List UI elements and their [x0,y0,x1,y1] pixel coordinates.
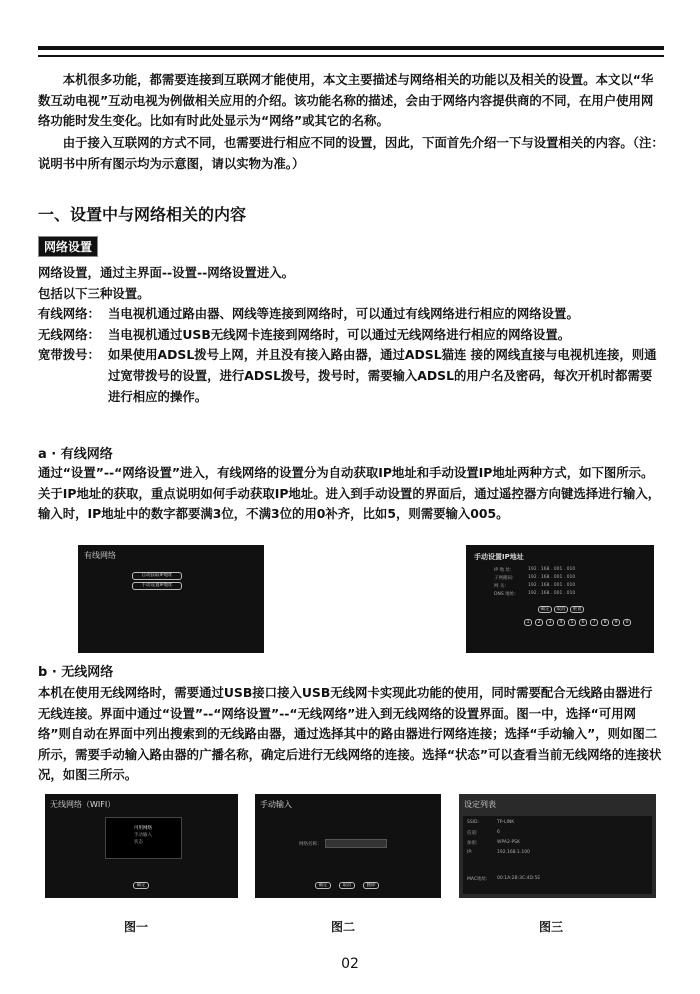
row-label: 加密: [467,841,478,846]
settings-table [463,816,652,894]
keypad-key[interactable]: 0 [623,619,631,626]
network-name-label: 网络名称： [299,842,322,847]
number-keypad [524,619,631,626]
screen-title: 有线网络 [84,551,116,560]
screen-title: 手动设置IP地址 [474,553,524,561]
caption-fig2: 图二 [331,920,356,934]
wifi-menu-panel [105,817,182,859]
caption-fig3: 图三 [539,920,564,934]
manual-ip-button[interactable]: 手动设置IP地址 [132,582,182,590]
keypad-key[interactable]: 1 [524,619,532,626]
wireless-title: b · 无线网络 [38,665,114,680]
row-value: 6 [497,830,500,835]
keypad-key[interactable]: 6 [579,619,587,626]
reset-button[interactable]: 重置 [570,606,584,613]
def-wired: 当电视机通过路由器、网线等连接到网络时，可以通过有线网络进行相应的网络设置。 [108,306,579,322]
ip-label: IP 地 址: [494,568,512,573]
intro-paragraph-2: 由于接入互联网的方式不同，也需要进行相应不同的设置，因此，下面首先介绍一下与设置相关的内容。（注：说明书中所有图示均为示意图，请以实物为准。） [38,135,664,171]
row-label: 信道: [467,831,478,836]
cancel-button[interactable]: 取消 [554,606,568,613]
confirm-button[interactable]: 确定 [133,882,149,889]
list-item [38,304,664,325]
dns-label: DNS 地址: [494,592,516,597]
page-number: 02 [341,956,359,972]
row-value: WPA2-PSK [497,840,520,845]
keypad-key[interactable]: 3 [546,619,554,626]
network-name-input[interactable] [325,839,387,848]
cancel-button[interactable]: 取消 [339,882,355,889]
keypad-key[interactable]: 7 [590,619,598,626]
mask-value[interactable]: 192 . 168 . 001 . 010 [528,575,576,580]
screen-title: 设定列表 [464,800,496,809]
header-rule-thick [38,46,664,50]
menu-item-available[interactable]: 可用网络 [134,826,152,831]
intro-line-2: 包括以下三种设置。 [38,285,150,301]
keypad-key[interactable]: 2 [535,619,543,626]
keypad-key[interactable]: 4 [557,619,565,626]
settings-list-screen [459,794,656,898]
wireless-body: 本机在使用无线网络时，需要通过USB接口接入USB无线网卡实现此功能的使用，同时需要配合无线路由器进行无线连接。界面中通过“设置”--“网络设置”--“无线网络”进入到无线网络的设置界面。图一中，选择“可用网络”则自动在界面中列出搜索到的无线路由器，通过选择其中的路由器进行网络连接；选择“手动输入”，则如图二所示，需要手动输入路由器的广播名称，确定后进行无线网络的连接。选择“状态”可以查看当前无线网络的连接状况，如图三所示。 [38,685,662,783]
list-item [38,345,664,407]
keypad-key[interactable]: 9 [612,619,620,626]
keypad-key[interactable]: 8 [601,619,609,626]
term-wireless: 无线网络： [38,326,100,342]
row-label: IP: [467,850,473,855]
wifi-menu-screen [45,794,238,898]
screen-title: 手动输入 [260,800,292,809]
confirm-button[interactable]: 确定 [315,882,331,889]
def-wireless: 当电视机通过USB无线网卡连接到网络时，可以通过无线网络进行相应的网络设置。 [108,326,571,342]
manual-input-screen [255,794,441,898]
mask-label: 子网掩码: [494,576,514,581]
delete-button[interactable]: 删除 [363,882,379,889]
wired-network-screen [78,545,264,653]
term-wired: 有线网络： [38,306,100,322]
section-title: 一、设置中与网络相关的内容 [38,205,247,224]
gateway-value[interactable]: 192 . 168 . 001 . 010 [528,583,576,588]
wired-title: a · 有线网络 [38,447,113,462]
intro-paragraph-1: 本机很多功能，都需要连接到互联网才能使用，本文主要描述与网络相关的功能以及相关的设置。本文以“华数互动电视”互动电视为例做相关应用的介绍。该功能名称的描述，会由于网络内容提供商的不同，在用户使用网络功能时发生变化。比如有时此处显示为“网络”或其它的名称。 [38,72,654,129]
keypad-key[interactable]: 5 [568,619,576,626]
header-rule-thin [38,55,664,57]
network-settings-list [38,263,664,407]
row-value: TP-LINK [497,820,515,825]
menu-item-status[interactable]: 状态 [134,840,143,845]
menu-item-manual[interactable]: 手动输入 [134,833,152,838]
dns-value[interactable]: 192 . 168 . 001 . 010 [528,591,576,596]
row-value: 00:1A:2B:3C:4D:5E [497,876,541,881]
caption-fig1: 图一 [124,920,149,934]
auto-ip-button[interactable]: 自动获取IP地址 [132,572,182,580]
confirm-button[interactable]: 确定 [538,606,552,613]
manual-ip-screen [466,545,654,653]
gateway-label: 网 关: [494,584,506,589]
row-label: SSID: [467,820,480,825]
ip-value[interactable]: 192 . 168 . 001 . 010 [528,567,576,572]
screen-title: 无线网络（WIFI） [50,800,116,809]
wired-body: 通过“设置”--“网络设置”进入，有线网络的设置分为自动获取IP地址和手动设置IP地址两种方式，如下图所示。关于IP地址的获取，重点说明如何手动获取IP地址。进入到手动设置的界面后，通过遥控器方向键选择进行输入，输入时，IP地址中的数字都要满3位，不满3位的用0补齐，比如5，则需要输入005。 [38,465,661,522]
row-label: MAC地址: [467,877,488,882]
network-settings-tag: 网络设置 [38,236,98,257]
row-value: 192.168.1.100 [497,850,530,855]
term-dialup: 宽带拨号： [38,347,100,363]
intro-line-1: 网络设置，通过主界面--设置--网络设置进入。 [38,265,294,280]
def-dialup: 如果使用ADSL拨号上网，并且没有接入路由器，通过ADSL猫连 接的网线直接与电视机连接，则通过宽带拨号的设置，进行ADSL拨号，拨号时，需要输入ADSL的用户名及密码，每次开机时都需要进行相应的操作。 [108,347,657,404]
list-item [38,325,664,346]
